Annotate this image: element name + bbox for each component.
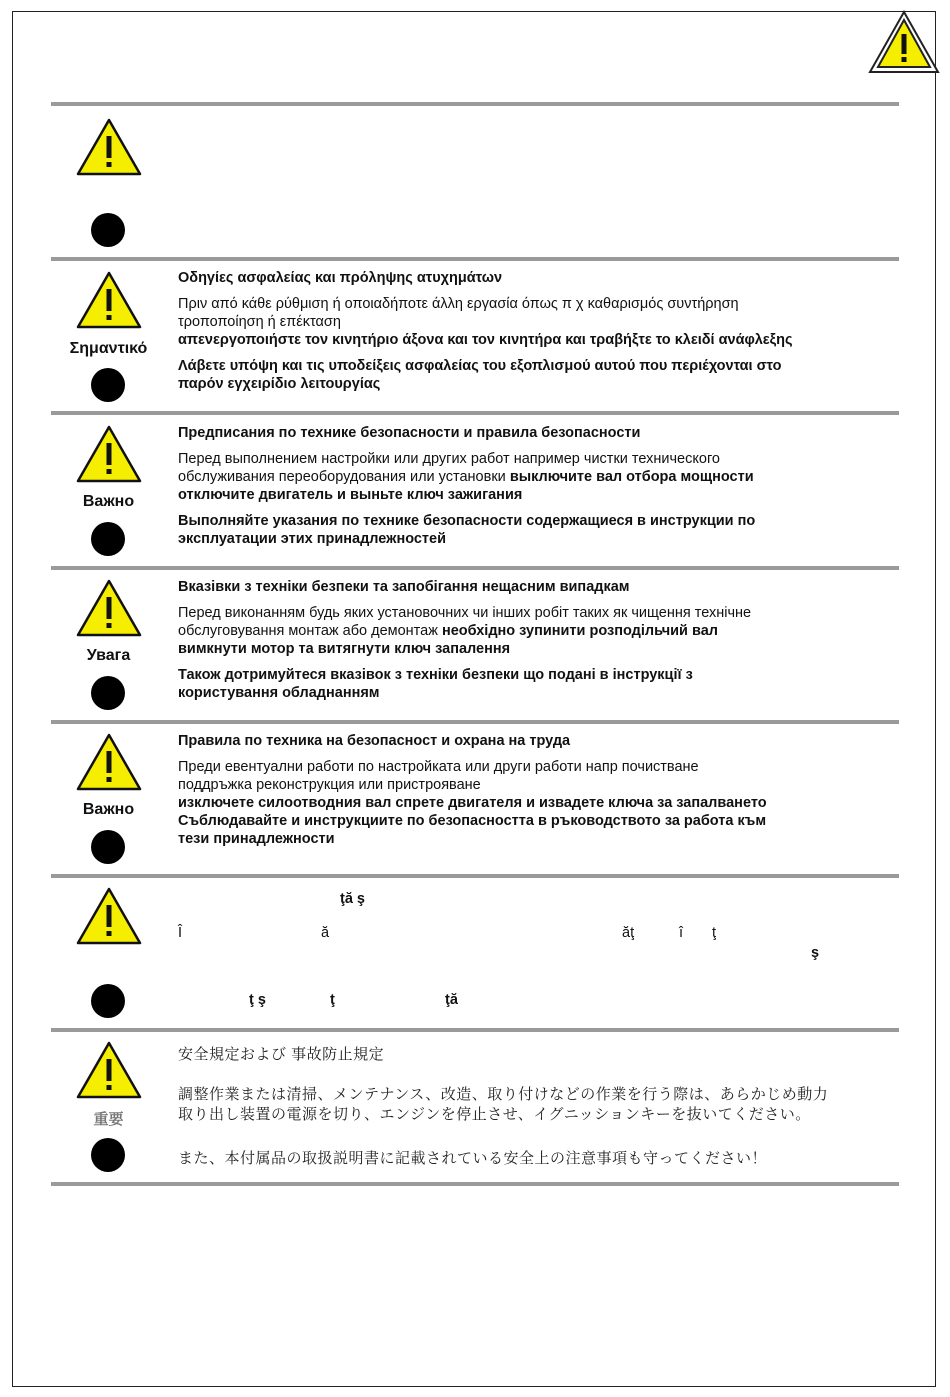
section-japanese xyxy=(51,1032,899,1182)
note-line-1: Съблюдавайте и инструкциите по безопасността в ръководството за работа към xyxy=(178,813,767,829)
note-line: また、本付属品の取扱説明書に記載されている安全上の注意事項も守ってください！ xyxy=(178,1150,768,1167)
warning-triangle-icon xyxy=(76,1041,142,1099)
title-fragment: ţă ş xyxy=(340,891,365,907)
intro-fragment: î xyxy=(679,925,684,941)
signal-word: Важно xyxy=(82,493,135,510)
black-dot-icon xyxy=(91,1138,125,1172)
action-line: отключите двигатель и выньте ключ зажигания xyxy=(178,487,523,503)
intro-fragment: Î xyxy=(178,925,183,941)
intro-line-1: Перед выполнением настройки или других работ например чистки технического xyxy=(178,451,720,467)
note-fragment: ţ ş xyxy=(249,992,266,1008)
section-title: 安全規定および 事故防止規定 xyxy=(178,1046,385,1063)
signal-word: 重要 xyxy=(93,1111,124,1128)
intro-fragment: ş xyxy=(811,945,820,961)
section-bulgarian xyxy=(51,724,899,874)
note-line-2: тези принадлежности xyxy=(178,831,335,847)
section-rule xyxy=(51,1182,899,1186)
note-line-2: эксплуатации этих принадлежностей xyxy=(178,531,447,547)
note-fragment: ţă xyxy=(445,992,458,1008)
warning-triangle-icon xyxy=(76,271,142,329)
intro-line-2-text: обслуговування монтаж або демонтаж xyxy=(178,623,442,639)
intro-fragment: ăţ xyxy=(622,925,635,941)
section-russian xyxy=(51,415,899,566)
signal-word: Увага xyxy=(86,647,131,664)
action-line: вимкнути мотор та витягнути ключ запалення xyxy=(178,641,511,657)
section-blank xyxy=(51,106,899,257)
action-line: απενεργοποιήστε τον κινητήριο άξονα και τον κινητήρα και τραβήξτε το κλειδί ανάφλεξης xyxy=(178,332,793,348)
intro-line-2 xyxy=(178,622,899,640)
note-line-1: Λάβετε υπόψη και τις υποδείξεις ασφαλείας του εξοπλισμού αυτού που περιέχονται στο xyxy=(178,358,782,374)
warning-triangle-icon xyxy=(76,118,142,176)
warning-triangle-icon xyxy=(76,425,142,483)
note-line-2: παρόν εγχειρίδιο λειτουργίας xyxy=(178,376,381,392)
section-title: Предписания по технике безопасности и правила безопасности xyxy=(178,425,641,441)
black-dot-icon xyxy=(91,213,125,247)
action-line: изключете силоотводния вал спрете двигателя и извадете ключа за запалването xyxy=(178,795,767,811)
signal-word: Σημαντικό xyxy=(69,340,148,357)
intro-line-1: Преди евентуални работи по настройката или други работи напр почистване xyxy=(178,759,699,775)
intro-line-2: 取り出し装置の電源を切り、エンジンを停止させ、イグニッションキーを抜いてください。 xyxy=(178,1106,811,1123)
intro-line-2-bold: необхідно зупинити розподільчий вал xyxy=(441,623,718,639)
section-ukrainian xyxy=(51,570,899,720)
warning-triangle-icon xyxy=(76,733,142,791)
signal-word: Важно xyxy=(82,801,135,818)
warning-triangle-icon xyxy=(76,887,142,945)
intro-line-2: τροποποίηση ή επέκταση xyxy=(178,314,341,330)
intro-line-1: 調整作業または清掃、メンテナンス、改造、取り付けなどの作業を行う際は、あらかじめ動力 xyxy=(178,1086,829,1103)
intro-line-2-text: обслуживания переоборудования или установки xyxy=(178,469,510,485)
note-line-1: Выполняйте указания по технике безопасности содержащиеся в инструкции по xyxy=(178,513,756,529)
black-dot-icon xyxy=(91,984,125,1018)
black-dot-icon xyxy=(91,368,125,402)
intro-line-2 xyxy=(178,468,899,486)
intro-fragment: ţ xyxy=(712,925,717,941)
intro-line-2: поддръжка реконструкция или пристрояване xyxy=(178,777,481,793)
note-line-2: користування обладнанням xyxy=(178,685,380,701)
section-title: Вказівки з техніки безпеки та запобігання нещасним випадкам xyxy=(178,579,630,595)
black-dot-icon xyxy=(91,522,125,556)
black-dot-icon xyxy=(91,830,125,864)
section-title: Правила по техника на безопасност и охрана на труда xyxy=(178,733,571,749)
section-romanian xyxy=(51,878,899,1028)
note-line-1: Також дотримуйтеся вказівок з техніки безпеки що подані в інструкції з xyxy=(178,667,693,683)
section-title: Οδηγίες ασφαλείας και πρόληψης ατυχημάτων xyxy=(178,270,503,286)
intro-line-1: Πριν από κάθε ρύθμιση ή οποιαδήποτε άλλη εργασία όπως π χ καθαρισμός συντήρηση xyxy=(178,296,739,312)
warning-triangle-icon xyxy=(76,579,142,637)
intro-line-1: Перед виконанням будь яких установочних чи інших робіт таких як чищення технічне xyxy=(178,605,752,621)
corner-warning-icon xyxy=(868,10,940,74)
section-greek xyxy=(51,261,899,411)
black-dot-icon xyxy=(91,676,125,710)
intro-line-2-bold: выключите вал отбора мощности xyxy=(509,469,754,485)
intro-fragment: ă xyxy=(321,925,330,941)
note-fragment: ţ xyxy=(330,992,335,1008)
